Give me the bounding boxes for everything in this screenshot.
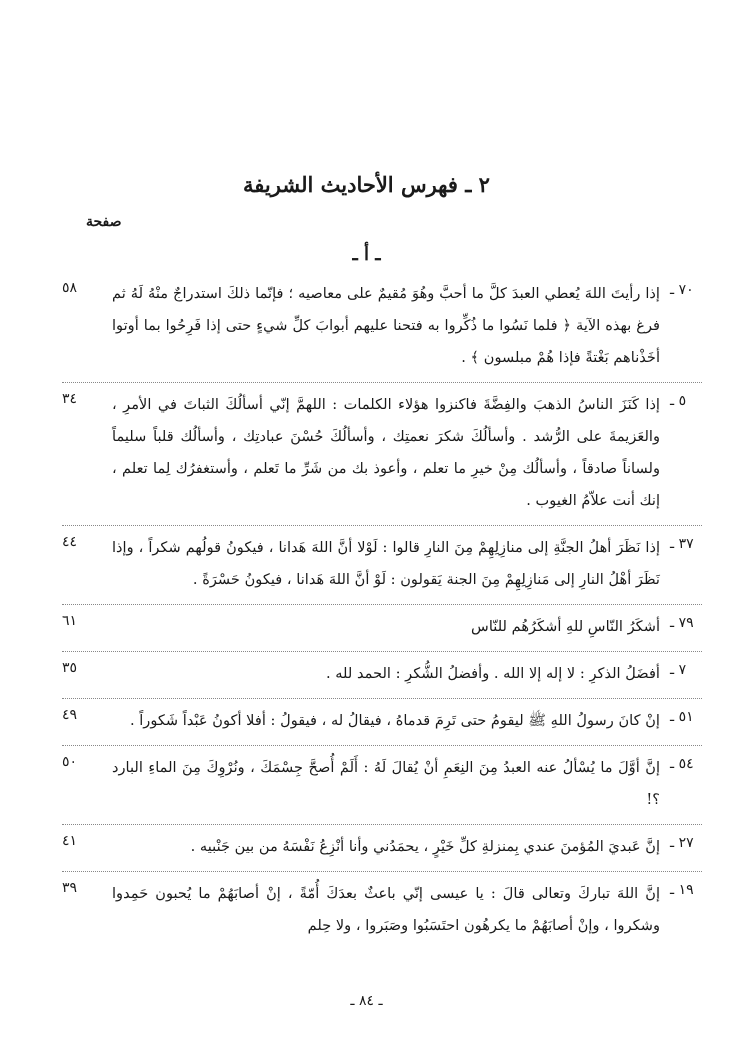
page-title: ٢ ـ فهرس الأحاديث الشريفة <box>243 172 490 197</box>
entry-text: إذا رأيتَ اللهَ يُعطي العبدَ كلَّ ما أحبَّ وهُوَ مُقيمٌ على معاصيه ؛ فإنّما ذلكَ استدراجٌ منْهُ لَهُ ثم فرغ بهذه الآية ﴿ فلما نَسُوا ما ذُكِّروا به فتحنا عليهم أبوابَ كلِّ شيءٍ حتى إذا فَرِحُوا بما أوتوا أخَذْناهم بَغْتةً فإذا هُمْ مبلسون ﴾ . <box>112 285 660 366</box>
list-item <box>62 272 702 383</box>
entry-number: ٣٧ ـ <box>670 536 694 552</box>
entry-page: ٣٩ <box>62 880 78 896</box>
entry-text: إنْ كانَ رسولُ اللهِ ﷺ ليقومُ حتى تَرِمَ قدماهُ ، فيقالُ له ، فيقولُ : أفلا أكونُ عَبْداً شَكوراً . <box>129 712 660 729</box>
page-column-header: صفحة <box>86 214 122 230</box>
entry-text: أفضَلُ الذكرِ : لا إله إلا الله . وأفضلُ الشُّكرِ : الحمد لله . <box>325 665 660 682</box>
entry-page: ٥٠ <box>62 754 78 770</box>
entry-page: ٣٤ <box>62 391 78 407</box>
entry-text: إنَّ أوَّلَ ما يُسْألُ عنه العبدُ مِنَ النِعَمِ أنْ يُقالَ لَهُ : أَلَمْ أُصحَّ جِسْمَكَ ، ونُرْوِكَ مِنَ الماءِ البارد ؟! <box>112 759 660 808</box>
entry-page: ٥٨ <box>62 280 78 296</box>
entry-text: إذا كَنَزَ الناسُ الذهبَ والفِضَّةَ فاكنزوا هؤلاء الكلمات : اللهمَّ إنّي أسألُكَ الثباتَ في الأمرِ ، والعَزيمةَ على الرُّشد . وأسألُكَ شكرَ نعمتِك ، وأسألُكَ حُسْنَ عبادتِك ، وأسألُك قلباً سليماً ولساناً صادقاً ، وأسألُك مِنْ خيرِ ما تعلم ، وأعوذ بك من شَرِّ ما تَعلم ، وأستغفرُك لِما تعلم ، إنك أنت علاّمُ الغيوب . <box>112 396 660 509</box>
entry-number: ٥١ ـ <box>670 709 694 725</box>
entry-number: ٥٤ ـ <box>670 756 694 772</box>
entry-number: ٧٩ ـ <box>670 615 694 631</box>
section-letter: ـ أ ـ <box>352 244 381 265</box>
entry-page: ٤١ <box>62 833 78 849</box>
entry-number: ٢٧ ـ <box>670 835 694 851</box>
list-item <box>62 652 702 699</box>
hadith-index-list <box>62 272 702 950</box>
list-item <box>62 825 702 872</box>
entry-number: ٧٠ ـ <box>670 282 694 298</box>
list-item <box>62 526 702 605</box>
entry-number: ١٩ ـ <box>670 882 694 898</box>
list-item <box>62 605 702 652</box>
entry-number: ٥ ـ <box>670 393 687 409</box>
entry-page: ٦١ <box>62 613 78 629</box>
list-item <box>62 746 702 825</box>
list-item <box>62 699 702 746</box>
entry-page: ٤٩ <box>62 707 78 723</box>
list-item <box>62 383 702 526</box>
entry-number: ٧ ـ <box>670 662 687 678</box>
page-number: ـ ٨٤ ـ <box>350 993 383 1009</box>
entry-text: إنَّ عَبديَ المُؤمنَ عندي بِمنزلةِ كلِّ خَيْرٍ ، يحمَدُني وأنا أنْزِعُ نَفْسَهُ من بين جَنْبيه . <box>190 838 660 855</box>
entry-text: إنَّ اللهَ تباركَ وتعالى قالَ : يا عيسى إنّي باعثٌ بعدَكَ أُمّةً ، إنْ أصابَهُمْ ما يُحبون حَمِدوا وشكروا ، وإنْ أصابَهُمْ ما يكرهُون احتَسَبُوا وصَبَروا ، ولا حِلم <box>112 885 660 934</box>
list-item <box>62 872 702 950</box>
entry-text: إذا نَظَرَ أهلُ الجنَّةِ إلى منازِلِهِمْ مِنَ النارِ قالوا : لَوْلا أنَّ اللهَ هَدانا ، فيكونُ قولُهم شكراً ، وإذا نَظَرَ أهْلُ النارِ إلى مَنازِلِهِمْ مِنَ الجنة يَقولون : لَوْ أنَّ اللهَ هَدانا ، فيكونُ حَسْرَةً . <box>112 539 660 588</box>
entry-text: أشكَرُ النّاسِ للهِ أشكَرُهُم للنّاس <box>471 618 660 635</box>
entry-page: ٤٤ <box>62 534 78 550</box>
entry-page: ٣٥ <box>62 660 78 676</box>
